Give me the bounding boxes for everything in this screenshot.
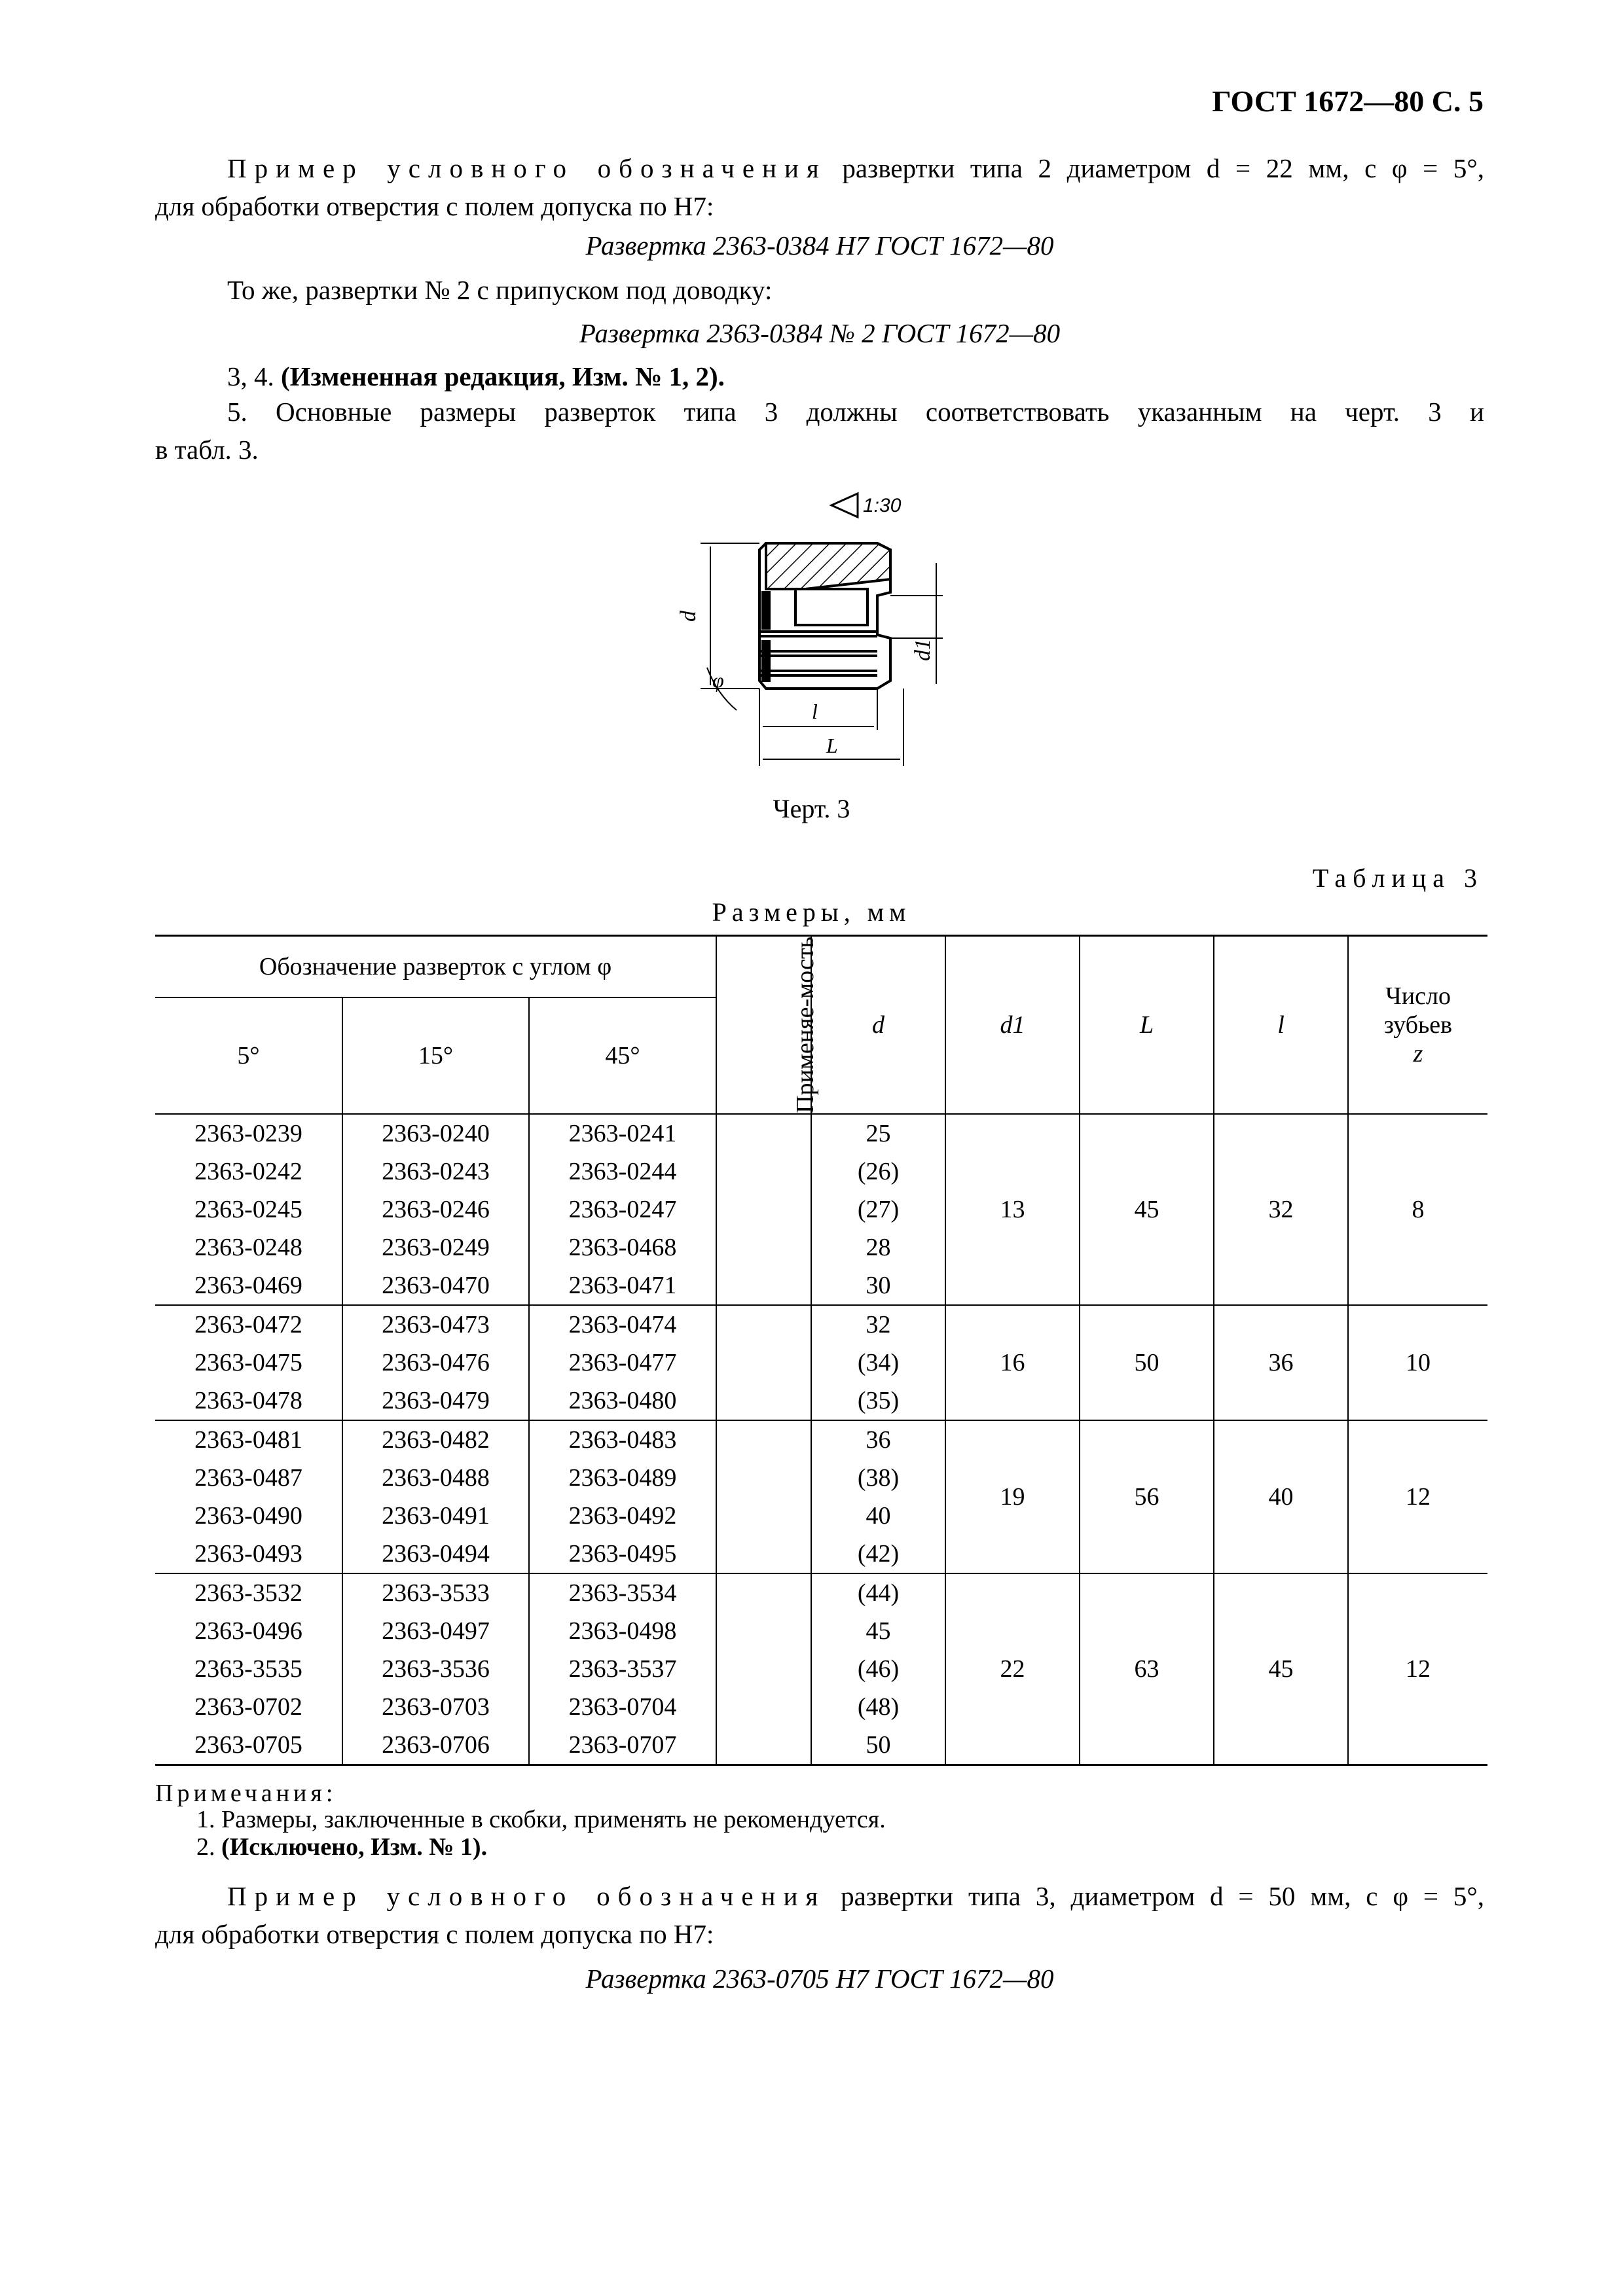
cell-designation-45: 2363-0244 xyxy=(529,1153,716,1191)
table-row xyxy=(155,1114,1487,1153)
dimension-d1 xyxy=(890,563,943,684)
dimension-d xyxy=(701,543,759,689)
cell-designation-45: 2363-0483 xyxy=(529,1420,716,1459)
example1-lead: Пример условного обозначения xyxy=(227,153,827,183)
cell-designation-5: 2363-0239 xyxy=(155,1114,342,1153)
cell-applicability xyxy=(716,1344,811,1382)
cell-applicability xyxy=(716,1497,811,1535)
note2-bold: (Исключено, Изм. № 1). xyxy=(221,1833,488,1861)
cell-L: 56 xyxy=(1080,1420,1214,1573)
cell-designation-5: 2363-0475 xyxy=(155,1344,342,1382)
header-angle-5: 5° xyxy=(155,997,342,1114)
cell-designation-15: 2363-0497 xyxy=(342,1612,529,1650)
cell-d: (35) xyxy=(811,1382,945,1420)
cell-designation-45: 2363-0495 xyxy=(529,1535,716,1573)
cell-designation-45: 2363-0489 xyxy=(529,1459,716,1497)
cell-designation-5: 2363-0705 xyxy=(155,1726,342,1765)
cell-designation-45: 2363-0471 xyxy=(529,1266,716,1305)
cell-l: 40 xyxy=(1214,1420,1348,1573)
cell-designation-5: 2363-0469 xyxy=(155,1266,342,1305)
cell-applicability xyxy=(716,1229,811,1266)
header-angle-45: 45° xyxy=(529,997,716,1114)
cell-designation-15: 2363-0249 xyxy=(342,1229,529,1266)
para-5-line1: 5. Основные размеры разверток типа 3 должны соответствовать указанным на черт. 3 и xyxy=(227,397,1484,427)
cell-designation-5: 2363-0496 xyxy=(155,1612,342,1650)
cell-designation-5: 2363-0245 xyxy=(155,1191,342,1229)
cell-designation-45: 2363-0480 xyxy=(529,1382,716,1420)
dimensions-table xyxy=(155,935,1487,1766)
cell-d: 50 xyxy=(811,1726,945,1765)
cell-applicability xyxy=(716,1535,811,1573)
cell-d1: 19 xyxy=(945,1420,1080,1573)
example1-line2: для обработки отверстия с полем допуска по Н7: xyxy=(155,191,714,221)
cell-d: (26) xyxy=(811,1153,945,1191)
cell-designation-45: 2363-0492 xyxy=(529,1497,716,1535)
para-5-line2: в табл. 3. xyxy=(155,435,259,465)
cell-applicability xyxy=(716,1305,811,1344)
cell-designation-15: 2363-0491 xyxy=(342,1497,529,1535)
cell-d: 25 xyxy=(811,1114,945,1153)
para-3-4 xyxy=(155,357,1484,395)
cell-d: 32 xyxy=(811,1305,945,1344)
table-body xyxy=(155,1114,1487,1765)
note-2 xyxy=(196,1834,487,1860)
reamer-body xyxy=(759,543,890,689)
cell-applicability xyxy=(716,1726,811,1765)
table-row xyxy=(155,1420,1487,1459)
cell-designation-45: 2363-0468 xyxy=(529,1229,716,1266)
cell-designation-15: 2363-0243 xyxy=(342,1153,529,1191)
header-d: d xyxy=(811,936,945,1115)
cell-designation-15: 2363-0494 xyxy=(342,1535,529,1573)
example2-lead: Пример условного обозначения xyxy=(227,1881,826,1911)
cell-z: 12 xyxy=(1348,1573,1487,1765)
cell-designation-15: 2363-3536 xyxy=(342,1650,529,1688)
cell-applicability xyxy=(716,1420,811,1459)
cell-designation-15: 2363-0473 xyxy=(342,1305,529,1344)
cell-designation-15: 2363-0476 xyxy=(342,1344,529,1382)
cell-d1: 13 xyxy=(945,1114,1080,1305)
cell-designation-15: 2363-0240 xyxy=(342,1114,529,1153)
cell-designation-5: 2363-0481 xyxy=(155,1420,342,1459)
same-text: То же, развертки № 2 с припуском под доводку: xyxy=(227,275,773,305)
cell-designation-5: 2363-3532 xyxy=(155,1573,342,1612)
cell-designation-5: 2363-3535 xyxy=(155,1650,342,1688)
cell-designation-5: 2363-0478 xyxy=(155,1382,342,1420)
cell-applicability xyxy=(716,1650,811,1688)
cell-d: (48) xyxy=(811,1688,945,1726)
cell-designation-5: 2363-0242 xyxy=(155,1153,342,1191)
cell-designation-5: 2363-0248 xyxy=(155,1229,342,1266)
header-teeth xyxy=(1348,936,1487,1115)
example1-line1 xyxy=(155,149,1484,187)
header-l: l xyxy=(1214,936,1348,1115)
label-d: d xyxy=(676,611,701,622)
example1-designation: Развертка 2363-0384 Н7 ГОСТ 1672—80 xyxy=(585,230,1054,260)
cell-d: (34) xyxy=(811,1344,945,1382)
cell-designation-15: 2363-0479 xyxy=(342,1382,529,1420)
header-designation: Обозначение разверток с углом φ xyxy=(155,936,716,998)
taper-label: 1:30 xyxy=(863,495,902,516)
cell-L: 50 xyxy=(1080,1305,1214,1420)
cell-designation-5: 2363-0702 xyxy=(155,1688,342,1726)
cell-designation-15: 2363-0470 xyxy=(342,1266,529,1305)
cell-d: (44) xyxy=(811,1573,945,1612)
header-teeth-line2: зубьев xyxy=(1383,1011,1453,1039)
cell-d: 36 xyxy=(811,1420,945,1459)
table-subtitle: Размеры, мм xyxy=(712,897,911,927)
cell-designation-15: 2363-0482 xyxy=(342,1420,529,1459)
header-applicability xyxy=(716,936,819,1115)
cell-designation-45: 2363-0241 xyxy=(529,1114,716,1153)
cell-applicability xyxy=(716,1459,811,1497)
cell-d: 30 xyxy=(811,1266,945,1305)
cell-d: (42) xyxy=(811,1535,945,1573)
cell-applicability xyxy=(716,1688,811,1726)
header-angle-15: 15° xyxy=(342,997,529,1114)
cell-z: 8 xyxy=(1348,1114,1487,1305)
cell-designation-45: 2363-0247 xyxy=(529,1191,716,1229)
cell-applicability xyxy=(716,1191,811,1229)
page-header: ГОСТ 1672—80 С. 5 xyxy=(1212,84,1484,118)
cell-designation-5: 2363-0490 xyxy=(155,1497,342,1535)
cell-L: 45 xyxy=(1080,1114,1214,1305)
cell-designation-45: 2363-0474 xyxy=(529,1305,716,1344)
label-d1: d1 xyxy=(911,639,935,661)
example2-line2: для обработки отверстия с полем допуска по Н7: xyxy=(155,1919,714,1949)
cell-d: (27) xyxy=(811,1191,945,1229)
cell-designation-45: 2363-0498 xyxy=(529,1612,716,1650)
cell-d: (46) xyxy=(811,1650,945,1688)
cell-designation-45: 2363-3534 xyxy=(529,1573,716,1612)
cell-applicability xyxy=(716,1612,811,1650)
cell-designation-45: 2363-0477 xyxy=(529,1344,716,1382)
cell-d1: 16 xyxy=(945,1305,1080,1420)
note2-num: 2. xyxy=(196,1833,221,1861)
cell-designation-45: 2363-0704 xyxy=(529,1688,716,1726)
cell-designation-15: 2363-0488 xyxy=(342,1459,529,1497)
taper-symbol-icon xyxy=(831,493,858,517)
example2-designation: Развертка 2363-0705 Н7 ГОСТ 1672—80 xyxy=(585,1964,1054,1994)
reamer-drawing xyxy=(655,484,969,772)
example1-text: развертки типа 2 диаметром d = 22 мм, с φ = 5°, xyxy=(826,153,1484,183)
header-L: L xyxy=(1080,936,1214,1115)
cell-designation-45: 2363-3537 xyxy=(529,1650,716,1688)
table-row xyxy=(155,1573,1487,1612)
para34-num: 3, 4. xyxy=(227,361,281,391)
cell-designation-15: 2363-0246 xyxy=(342,1191,529,1229)
header-applicability-text: Применяе-мость xyxy=(791,937,819,1113)
header-d1: d1 xyxy=(945,936,1080,1115)
label-phi: φ xyxy=(712,668,724,692)
cell-l: 45 xyxy=(1214,1573,1348,1765)
header-teeth-line1: Число xyxy=(1385,982,1451,1010)
cell-designation-5: 2363-0487 xyxy=(155,1459,342,1497)
cell-L: 63 xyxy=(1080,1573,1214,1765)
cell-applicability xyxy=(716,1382,811,1420)
cell-z: 10 xyxy=(1348,1305,1487,1420)
cell-designation-15: 2363-3533 xyxy=(342,1573,529,1612)
note-1: 1. Размеры, заключенные в скобки, применять не рекомендуется. xyxy=(196,1806,886,1833)
para34-bold: (Измененная редакция, Изм. № 1, 2). xyxy=(281,361,725,391)
label-L: L xyxy=(826,734,838,757)
label-l: l xyxy=(812,700,818,723)
cell-designation-5: 2363-0472 xyxy=(155,1305,342,1344)
cell-d: 28 xyxy=(811,1229,945,1266)
example2-line1 xyxy=(155,1877,1484,1915)
cell-applicability xyxy=(716,1114,811,1153)
cell-z: 12 xyxy=(1348,1420,1487,1573)
table-row xyxy=(155,1305,1487,1344)
cell-d: (38) xyxy=(811,1459,945,1497)
cell-designation-15: 2363-0703 xyxy=(342,1688,529,1726)
cell-applicability xyxy=(716,1266,811,1305)
notes-title: Примечания: xyxy=(155,1780,337,1807)
cell-d1: 22 xyxy=(945,1573,1080,1765)
example2-text: развертки типа 3, диаметром d = 50 мм, с φ = 5°, xyxy=(826,1881,1484,1911)
same-designation: Развертка 2363-0384 № 2 ГОСТ 1672—80 xyxy=(579,318,1061,348)
cell-l: 32 xyxy=(1214,1114,1348,1305)
table-title: Таблица 3 xyxy=(1312,863,1484,893)
cell-applicability xyxy=(716,1573,811,1612)
cell-designation-45: 2363-0707 xyxy=(529,1726,716,1765)
cell-d: 45 xyxy=(811,1612,945,1650)
cell-designation-5: 2363-0493 xyxy=(155,1535,342,1573)
header-teeth-line3: z xyxy=(1413,1040,1423,1067)
cell-l: 36 xyxy=(1214,1305,1348,1420)
cell-applicability xyxy=(716,1153,811,1191)
cell-d: 40 xyxy=(811,1497,945,1535)
figure-caption: Черт. 3 xyxy=(773,794,850,823)
cell-designation-15: 2363-0706 xyxy=(342,1726,529,1765)
